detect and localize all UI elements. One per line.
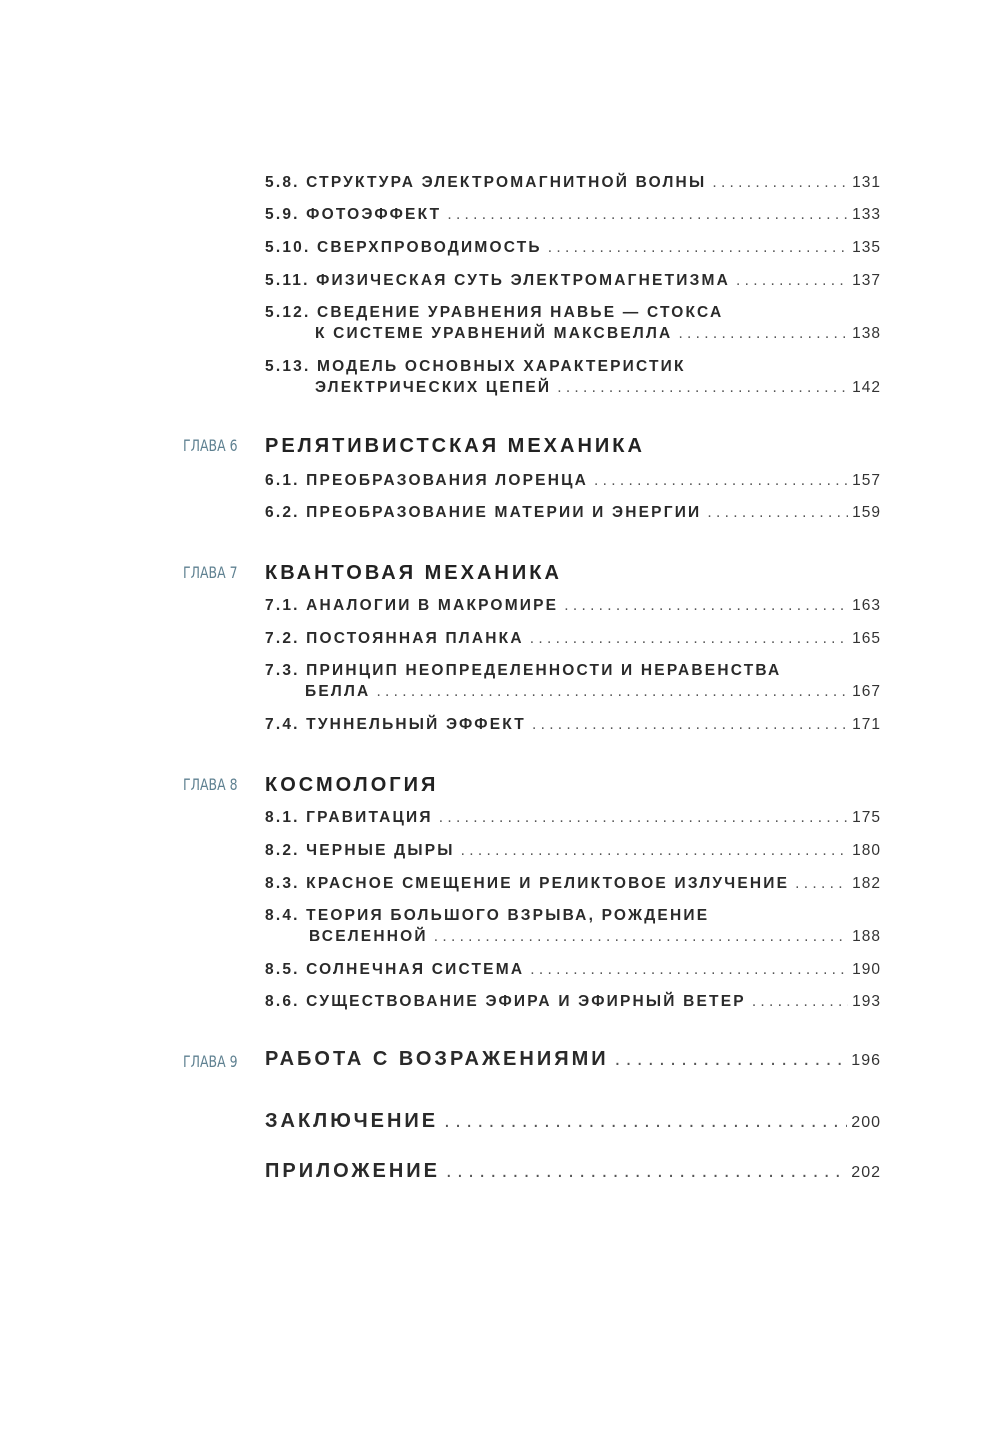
entry-page: 171 bbox=[852, 716, 881, 733]
entry-title: 5.13. МОДЕЛЬ ОСНОВНЫХ ХАРАКТЕРИСТИК bbox=[265, 358, 686, 375]
leader-dots bbox=[736, 272, 848, 290]
toc-entry-8-2[interactable] bbox=[265, 842, 881, 863]
toc-entry-8-4[interactable] bbox=[265, 907, 881, 949]
entry-title-cont: БЕЛЛА bbox=[305, 683, 371, 700]
toc-entry-6-2[interactable] bbox=[265, 504, 881, 525]
entry-title: 5.9. ФОТОЭФФЕКТ bbox=[265, 206, 442, 223]
entry-page: 167 bbox=[852, 683, 881, 700]
toc-entry-5-13[interactable] bbox=[265, 358, 881, 400]
leader-dots bbox=[615, 1048, 848, 1071]
entry-page: 138 bbox=[852, 325, 881, 342]
toc-entry-5-12[interactable] bbox=[265, 304, 881, 346]
entry-page: 133 bbox=[852, 206, 881, 223]
entry-page: 165 bbox=[852, 630, 881, 647]
conclusion-title: ЗАКЛЮЧЕНИЕ bbox=[265, 1110, 439, 1132]
entry-title: 7.4. ТУННЕЛЬНЫЙ ЭФФЕКТ bbox=[265, 716, 526, 733]
chapter-label: ГЛАВА 8 bbox=[183, 775, 238, 794]
entry-title: 7.2. ПОСТОЯННАЯ ПЛАНКА bbox=[265, 630, 524, 647]
entry-title: 8.5. СОЛНЕЧНАЯ СИСТЕМА bbox=[265, 961, 525, 978]
entry-page: 137 bbox=[852, 272, 881, 289]
entry-title: 8.6. СУЩЕСТВОВАНИЕ ЭФИРА И ЭФИРНЫЙ ВЕТЕР bbox=[265, 993, 746, 1010]
entry-page: 157 bbox=[852, 472, 881, 489]
entry-page: 163 bbox=[852, 597, 881, 614]
leader-dots bbox=[712, 174, 848, 192]
entry-page: 190 bbox=[852, 961, 881, 978]
toc-entry-5-11[interactable] bbox=[265, 272, 881, 293]
entry-title-cont: К СИСТЕМЕ УРАВНЕНИЙ МАКСВЕЛЛА bbox=[315, 325, 673, 342]
toc-entry-8-6[interactable] bbox=[265, 993, 881, 1014]
toc-entry-5-9[interactable] bbox=[265, 206, 881, 227]
leader-dots bbox=[434, 928, 848, 946]
entry-page: 196 bbox=[851, 1052, 881, 1069]
leader-dots bbox=[446, 1160, 847, 1183]
toc-entry-7-3[interactable] bbox=[265, 662, 881, 704]
entry-page: 131 bbox=[852, 174, 881, 191]
leader-dots bbox=[707, 504, 848, 522]
leader-dots bbox=[594, 472, 848, 490]
chapter-label: ГЛАВА 9 bbox=[183, 1052, 238, 1071]
entry-page: 193 bbox=[852, 993, 881, 1010]
leader-dots bbox=[752, 993, 848, 1011]
toc-chapter-9[interactable] bbox=[265, 1048, 881, 1076]
entry-title: 8.4. ТЕОРИЯ БОЛЬШОГО ВЗРЫВА, РОЖДЕНИЕ bbox=[265, 907, 710, 924]
leader-dots bbox=[564, 597, 848, 615]
toc-entry-8-3[interactable] bbox=[265, 875, 881, 896]
toc-entry-7-2[interactable] bbox=[265, 630, 881, 651]
chapter-title[interactable]: КВАНТОВАЯ МЕХАНИКА bbox=[265, 562, 562, 584]
entry-title-cont: ЭЛЕКТРИЧЕСКИХ ЦЕПЕЙ bbox=[315, 379, 552, 396]
leader-dots bbox=[444, 1110, 847, 1133]
toc-conclusion[interactable] bbox=[265, 1110, 881, 1138]
entry-title: 6.2. ПРЕОБРАЗОВАНИЕ МАТЕРИИ И ЭНЕРГИИ bbox=[265, 504, 702, 521]
toc-entry-7-4[interactable] bbox=[265, 716, 881, 737]
leader-dots bbox=[548, 239, 848, 257]
toc-appendix[interactable] bbox=[265, 1160, 881, 1188]
leader-dots bbox=[447, 206, 848, 224]
entry-page: 180 bbox=[852, 842, 881, 859]
chapter-title[interactable]: КОСМОЛОГИЯ bbox=[265, 774, 439, 796]
entry-title: 5.10. СВЕРХПРОВОДИМОСТЬ bbox=[265, 239, 542, 256]
entry-title: 8.2. ЧЕРНЫЕ ДЫРЫ bbox=[265, 842, 455, 859]
toc-entry-8-1[interactable] bbox=[265, 809, 881, 830]
chapter-title[interactable]: РЕЛЯТИВИСТСКАЯ МЕХАНИКА bbox=[265, 435, 645, 457]
entry-page: 175 bbox=[852, 809, 881, 826]
leader-dots bbox=[461, 842, 848, 860]
leader-dots bbox=[530, 630, 848, 648]
chapter-label: ГЛАВА 7 bbox=[183, 563, 238, 582]
leader-dots bbox=[795, 875, 848, 893]
entry-page: 142 bbox=[852, 379, 881, 396]
entry-title: 7.1. АНАЛОГИИ В МАКРОМИРЕ bbox=[265, 597, 559, 614]
entry-page: 188 bbox=[852, 928, 881, 945]
leader-dots bbox=[439, 809, 848, 827]
entry-page: 159 bbox=[852, 504, 881, 521]
entry-page: 135 bbox=[852, 239, 881, 256]
toc-entry-7-1[interactable] bbox=[265, 597, 881, 618]
entry-title: 8.1. ГРАВИТАЦИЯ bbox=[265, 809, 433, 826]
entry-title: 5.12. СВЕДЕНИЕ УРАВНЕНИЯ НАВЬЕ — СТОКСА bbox=[265, 304, 724, 321]
chapter-title: РАБОТА С ВОЗРАЖЕНИЯМИ bbox=[265, 1048, 609, 1070]
chapter-label: ГЛАВА 6 bbox=[183, 436, 238, 455]
leader-dots bbox=[532, 716, 848, 734]
entry-title-cont: ВСЕЛЕННОЙ bbox=[309, 928, 428, 945]
entry-page: 200 bbox=[851, 1114, 881, 1131]
toc-entry-5-8[interactable] bbox=[265, 174, 881, 195]
entry-page: 182 bbox=[852, 875, 881, 892]
entry-title: 6.1. ПРЕОБРАЗОВАНИЯ ЛОРЕНЦА bbox=[265, 472, 589, 489]
toc-entry-6-1[interactable] bbox=[265, 472, 881, 493]
appendix-title: ПРИЛОЖЕНИЕ bbox=[265, 1160, 440, 1182]
leader-dots bbox=[557, 379, 848, 397]
entry-title: 7.3. ПРИНЦИП НЕОПРЕДЕЛЕННОСТИ И НЕРАВЕНСТВА bbox=[265, 662, 782, 679]
entry-title: 8.3. КРАСНОЕ СМЕЩЕНИЕ И РЕЛИКТОВОЕ ИЗЛУЧЕНИЕ bbox=[265, 875, 790, 892]
entry-title: 5.8. СТРУКТУРА ЭЛЕКТРОМАГНИТНОЙ ВОЛНЫ bbox=[265, 174, 707, 191]
leader-dots bbox=[376, 683, 848, 701]
entry-title: 5.11. ФИЗИЧЕСКАЯ СУТЬ ЭЛЕКТРОМАГНЕТИЗМА bbox=[265, 272, 731, 289]
toc-entry-5-10[interactable] bbox=[265, 239, 881, 260]
entry-page: 202 bbox=[851, 1164, 881, 1181]
leader-dots bbox=[530, 961, 848, 979]
toc-entry-8-5[interactable] bbox=[265, 961, 881, 982]
leader-dots bbox=[678, 325, 848, 343]
